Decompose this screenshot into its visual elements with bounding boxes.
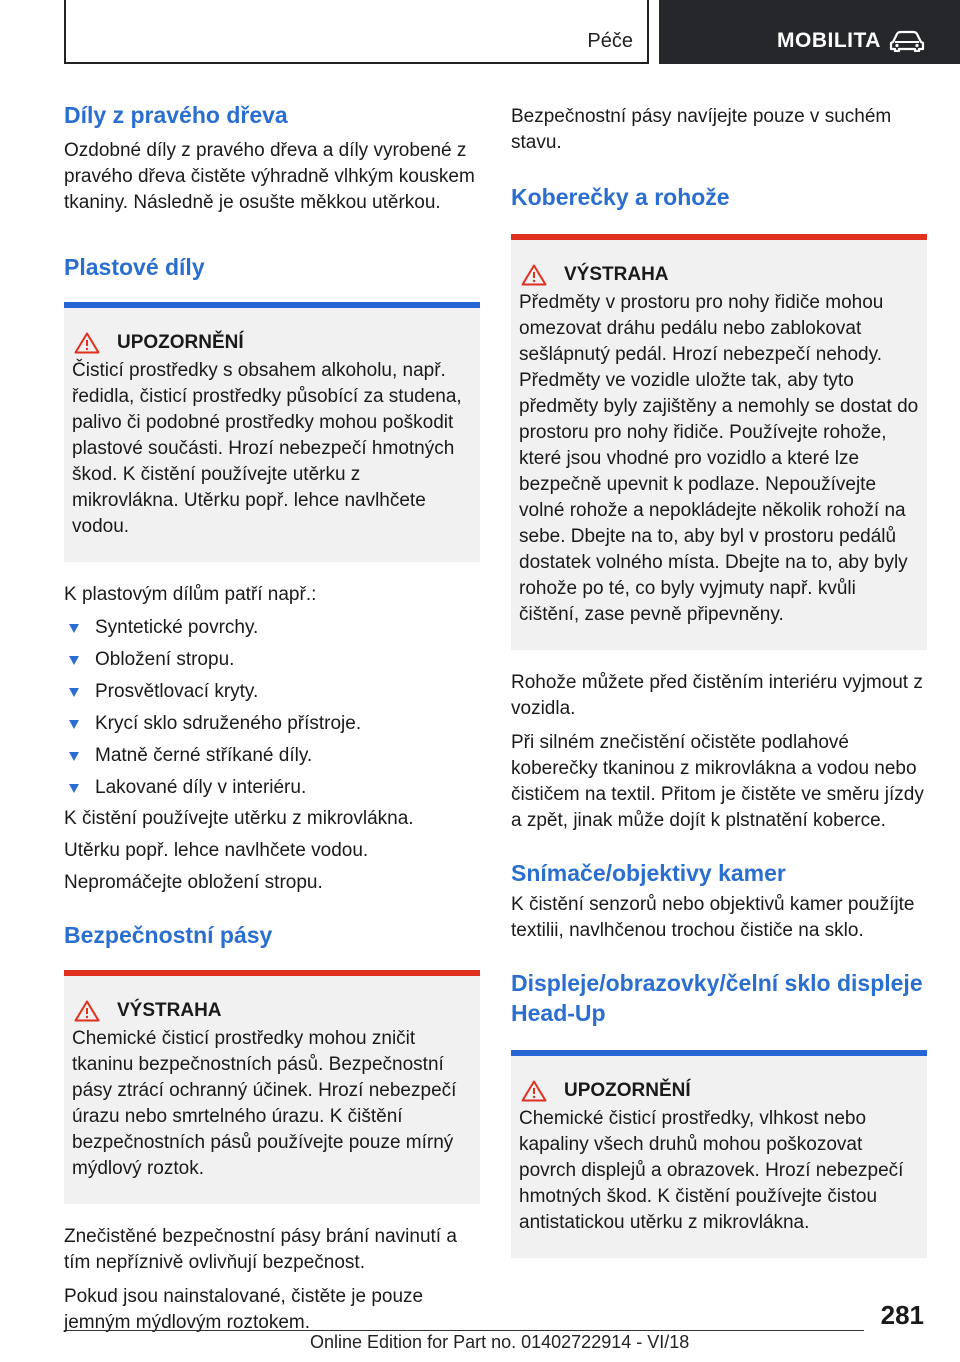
- list-item: Prosvětlovací kryty.: [64, 676, 480, 708]
- paragraph-wood: Ozdobné díly z pravého dřeva a díly vyrobené z pravého dřeva čistěte výhradně vlhkým kouskem tkaniny. Následně je osušte měkkou utěrkou.: [64, 140, 475, 213]
- paragraph-dry: Bezpečnostní pásy navíjejte pouze v suchém stavu.: [511, 106, 892, 153]
- note-box-plastic: [64, 302, 480, 562]
- header-section-box: [64, 0, 649, 64]
- list-item: Syntetické povrchy.: [64, 612, 480, 644]
- heading-sensors: Snímače/objektivy kamer: [511, 860, 786, 886]
- header-chapter-box: [659, 0, 960, 64]
- warning-triangle-icon: [74, 1000, 100, 1022]
- note-box-displays: [511, 1050, 927, 1258]
- warning-title: VÝSTRAHA: [117, 1000, 222, 1021]
- warning-text: Chemické čisticí prostředky mohou zničit tkaninu bezpečnostních pásů. Bezpečnostní pásy ztrácí ochranný účinek. Hrozí nebezpečí úrazu nebo smrtelného úrazu. K čištění bezpečnostních pásů používejte pouze mírný mýdlový roztok.: [72, 1028, 457, 1179]
- list-item: Matně černé stříkané díly.: [64, 740, 480, 772]
- bullet-triangle-icon: [69, 784, 79, 793]
- right-column: [511, 100, 927, 1258]
- heading-mats: Koberečky a rohože: [511, 184, 730, 210]
- footer-divider: [64, 1330, 864, 1331]
- paragraph-roof: Nepromáčejte obložení stropu.: [64, 872, 323, 893]
- heading-displays: Displeje/obrazovky/čelní sklo displeje Head-Up: [511, 970, 923, 1026]
- plastic-parts-list: [64, 612, 480, 804]
- paragraph-wet: Utěrku popř. lehce navlhčete vodou.: [64, 840, 369, 861]
- warning-triangle-icon: [521, 264, 547, 286]
- heading-wood: Díly z pravého dřeva: [64, 102, 288, 128]
- paragraph-sensors: K čistění senzorů nebo objektivů kamer použíjte textilii, navlhčenou trochou čističe na sklo.: [511, 894, 915, 941]
- paragraph-installed: Pokud jsou nainstalované, čistěte je pouze jemným mýdlovým roztokem.: [64, 1286, 424, 1333]
- bullet-triangle-icon: [69, 624, 79, 633]
- warning-triangle-icon: [74, 332, 100, 354]
- paragraph-parts: K plastovým dílům patří např.:: [64, 584, 317, 605]
- note-text: Čisticí prostředky s obsahem alkoholu, např. ředidla, čisticí prostředky působící za studena, palivo či podobné prostředky mohou poškodit plastové součásti. Hrozí nebezpečí hmotných škod. K čistění používejte utěrku z mikrovlákna. Utěrku popř. lehce navlhčete vodou.: [72, 360, 462, 537]
- paragraph-dirty-belts: Znečistěné bezpečnostní pásy brání navinutí a tím nepříznivě ovlivňují bezpečnost.: [64, 1226, 457, 1273]
- page-number: 281: [880, 1300, 924, 1330]
- list-item: Obložení stropu.: [64, 644, 480, 676]
- car-icon: [889, 30, 925, 52]
- bullet-triangle-icon: [69, 752, 79, 761]
- bullet-triangle-icon: [69, 688, 79, 697]
- header-chapter-title: MOBILITA: [777, 29, 881, 52]
- note-title: UPOZORNĚNÍ: [117, 332, 244, 353]
- paragraph-heavy-dirt: Při silném znečistění očistěte podlahové koberečky tkaninou z mikrovlákna a vodou nebo čističem na textil. Přitom je čistěte ve směru jízdy a zpět, jinak může dojít k plstnatění koberce.: [511, 732, 924, 831]
- warning-title: VÝSTRAHA: [564, 264, 669, 285]
- left-column: [64, 100, 480, 1336]
- bullet-triangle-icon: [69, 656, 79, 665]
- warning-box-belts: [64, 970, 480, 1204]
- note-text: Chemické čisticí prostředky, vlhkost nebo kapaliny všech druhů mohou poškozovat povrch displejů a obrazovek. Hrozí nebezpečí hmotných škod. K čistění používejte čistou antistatickou utěrku z mikrovlákna.: [519, 1108, 904, 1233]
- paragraph-remove-mats: Rohože můžete před čistěním interiéru vyjmout z vozidla.: [511, 672, 923, 719]
- heading-belts: Bezpečnostní pásy: [64, 922, 273, 948]
- warning-triangle-icon: [521, 1080, 547, 1102]
- list-item: Lakované díly v interiéru.: [64, 772, 480, 804]
- header-section-title: Péče: [587, 30, 633, 52]
- heading-plastic: Plastové díly: [64, 254, 205, 280]
- warning-box-mats: [511, 234, 927, 650]
- footer-edition: Online Edition for Part no. 01402722914 - VI/18: [310, 1332, 690, 1352]
- bullet-triangle-icon: [69, 720, 79, 729]
- list-item: Krycí sklo sdruženého přístroje.: [64, 708, 480, 740]
- warning-text: Předměty v prostoru pro nohy řidiče mohou omezovat dráhu pedálu nebo zablokovat sešlápnutý pedál. Hrozí nebezpečí nehody. Předměty ve vozidle uložte tak, aby tyto předměty byly zajištěny a nemohly se dostat do prostoru pro nohy řidiče. Používejte rohože, které jsou vhodné pro vozidlo a které lze bezpečně upevnit k podlaze. Nepoužívejte volné rohože a nepokládejte několik rohoží na sebe. Dbejte na to, aby byl v prostoru pedálů dostatek volného místa. Dbejte na to, aby byly rohože po té, co byly vyjmuty např. kvůli čištění, zase pevně připevněny.: [519, 292, 919, 625]
- paragraph-microfiber: K čistění používejte utěrku z mikrovlákna.: [64, 808, 414, 829]
- note-title: UPOZORNĚNÍ: [564, 1080, 691, 1101]
